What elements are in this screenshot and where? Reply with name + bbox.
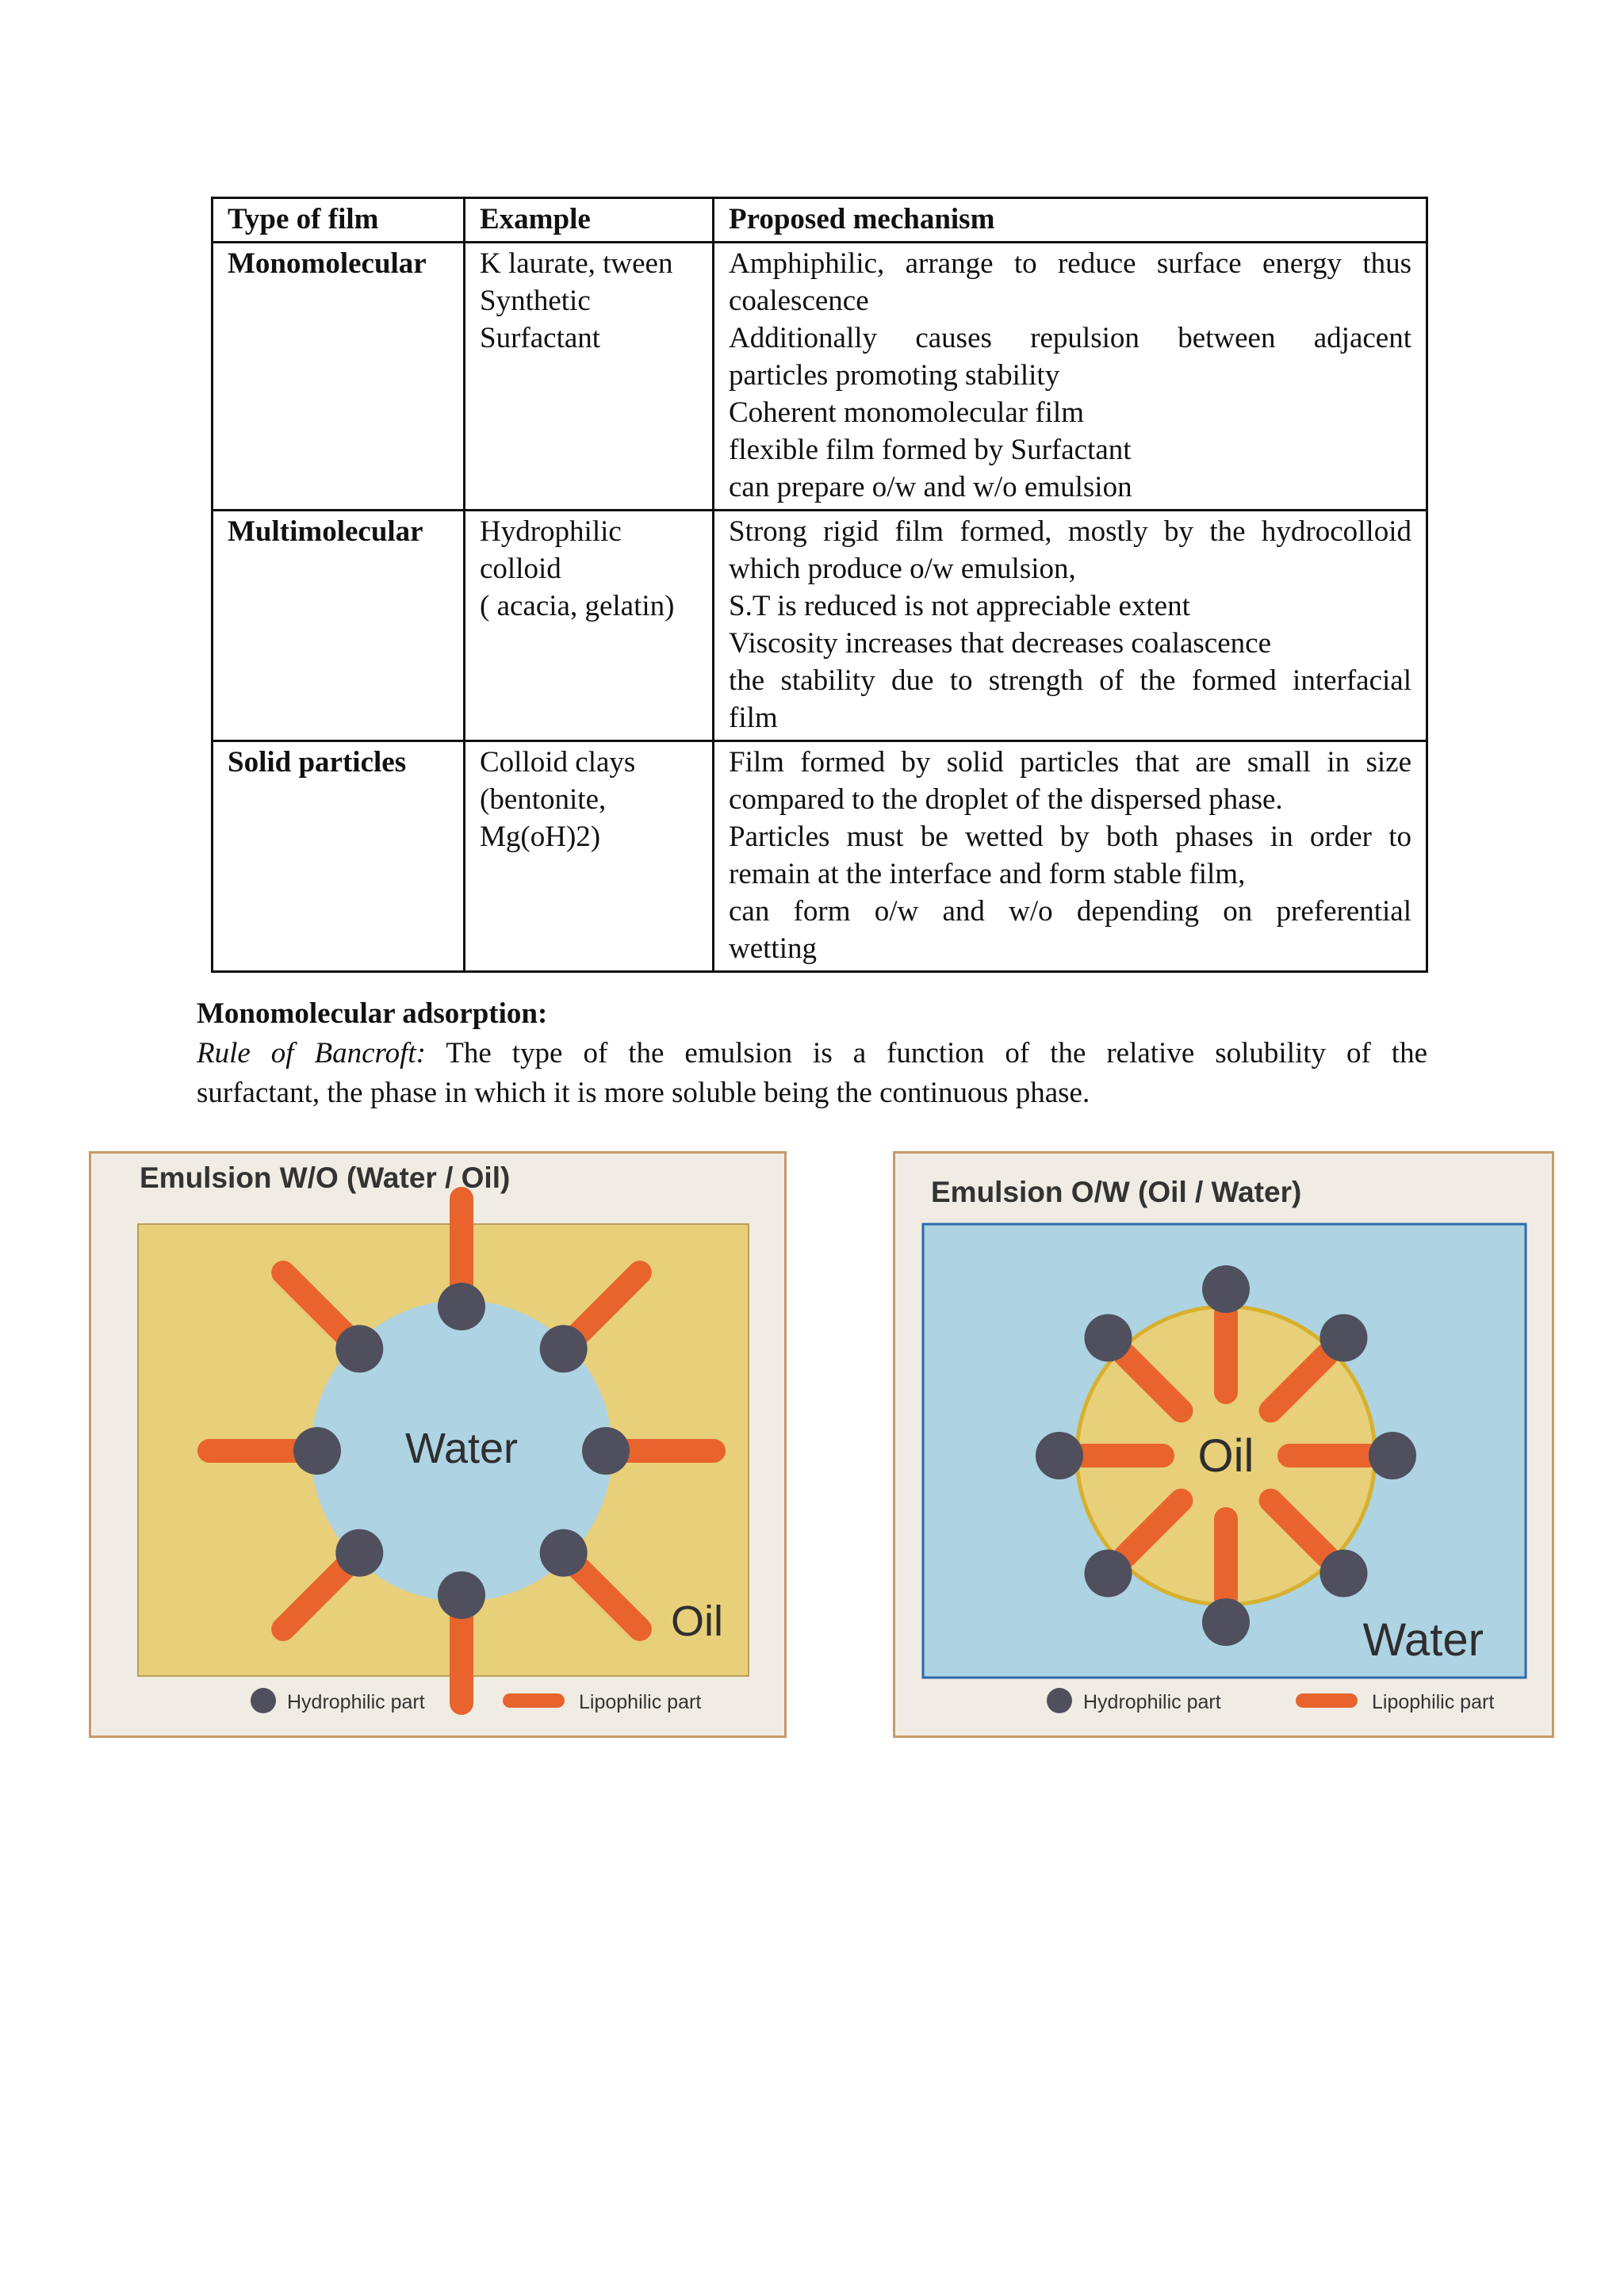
section-heading: Monomolecular adsorption:	[197, 997, 548, 1030]
hydrophilic-head	[438, 1571, 485, 1619]
table-row	[213, 741, 1427, 972]
hydrophilic-head	[582, 1427, 630, 1475]
table-row	[213, 243, 1427, 511]
hydrophilic-legend-icon	[251, 1688, 276, 1713]
hydrophilic-head	[540, 1325, 588, 1372]
mechanism-line: the stability due to strength of the formed interfacial	[729, 664, 1411, 697]
lipophilic-legend-icon	[1296, 1693, 1358, 1708]
mechanism-line: flexible film formed by Surfactant	[729, 434, 1132, 466]
emulsion-ow-figure	[893, 1151, 1554, 1738]
hydrophilic-head	[1320, 1549, 1367, 1597]
example-cell	[465, 243, 714, 511]
example-cell	[465, 511, 714, 741]
mechanism-line: wetting	[729, 932, 817, 965]
mechanism-line: can prepare o/w and w/o emulsion	[729, 471, 1132, 503]
droplet-label: Water	[404, 1425, 519, 1472]
mechanism-line: film	[729, 702, 778, 734]
bancroft-section	[197, 994, 1427, 1113]
mechanism-line: can form o/w and w/o depending on preferential	[729, 895, 1411, 928]
mechanism-line: coalescence	[729, 285, 869, 317]
header-example: Example	[465, 198, 714, 243]
example-line: (bentonite,	[480, 783, 607, 816]
header-type: Type of film	[213, 198, 465, 243]
example-line: Colloid clays	[480, 746, 636, 779]
mechanism-line: which produce o/w emulsion,	[729, 553, 1076, 585]
rule-line: surfactant, the phase in which it is more soluble being the continuous phase.	[197, 1077, 1090, 1109]
mechanism-line: S.T is reduced is not appreciable extent	[729, 590, 1190, 622]
figure-title: Emulsion O/W (Oil / Water)	[931, 1176, 1302, 1208]
hydrophilic-head	[335, 1325, 383, 1372]
hydrophilic-head	[1085, 1314, 1132, 1362]
droplet-label: Oil	[1197, 1430, 1254, 1482]
mechanism-line: Strong rigid film formed, mostly by the hydrocolloid	[729, 515, 1411, 548]
mechanism-cell	[714, 511, 1427, 741]
example-line: Hydrophilic	[480, 515, 622, 548]
hydrophilic-head	[1036, 1432, 1083, 1479]
example-line: Surfactant	[480, 322, 601, 354]
hydrophilic-head	[438, 1283, 485, 1330]
medium-label: Oil	[671, 1598, 723, 1645]
hydrophilic-legend-icon	[1047, 1688, 1072, 1713]
table-header-row	[213, 198, 1427, 243]
example-line: Mg(oH)2)	[480, 821, 601, 853]
example-line: K laurate, tween	[480, 247, 673, 280]
mechanism-line: Particles must be wetted by both phases in order to	[729, 821, 1411, 853]
legend-hydrophilic: Hydrophilic part	[287, 1691, 425, 1713]
emulsion-wo-figure	[89, 1151, 787, 1738]
example-line: colloid	[480, 553, 561, 585]
hydrophilic-head	[293, 1427, 341, 1475]
hydrophilic-head	[540, 1529, 588, 1577]
bancroft-rule-paragraph	[197, 1034, 1427, 1113]
example-line: ( acacia, gelatin)	[480, 590, 675, 622]
legend-hydrophilic: Hydrophilic part	[1083, 1691, 1221, 1713]
mechanism-line: Amphiphilic, arrange to reduce surface energy thus	[729, 247, 1411, 280]
film-type-cell: Multimolecular	[213, 511, 465, 741]
hydrophilic-head	[335, 1529, 383, 1577]
medium-label: Water	[1362, 1614, 1484, 1666]
mechanism-line: Film formed by solid particles that are small in size	[729, 746, 1411, 779]
mechanism-cell	[714, 243, 1427, 511]
header-mechanism: Proposed mechanism	[714, 198, 1427, 243]
mechanism-line: compared to the droplet of the dispersed phase.	[729, 783, 1283, 816]
rule-line	[197, 1034, 1427, 1073]
figure-title: Emulsion W/O (Water / Oil)	[140, 1161, 511, 1194]
mechanism-cell	[714, 741, 1427, 972]
legend-lipophilic: Lipophilic part	[579, 1691, 702, 1713]
table-row	[213, 511, 1427, 741]
hydrophilic-head	[1202, 1265, 1250, 1313]
lipophilic-legend-icon	[503, 1693, 565, 1708]
hydrophilic-head	[1085, 1549, 1132, 1597]
rule-name: Rule of Bancroft:	[197, 1037, 426, 1070]
hydrophilic-head	[1369, 1432, 1416, 1479]
mechanism-line: Coherent monomolecular film	[729, 396, 1084, 429]
film-type-cell: Monomolecular	[213, 243, 465, 511]
mechanism-line: particles promoting stability	[729, 359, 1060, 392]
example-cell	[465, 741, 714, 972]
mechanism-line: Additionally causes repulsion between adjacent	[729, 322, 1411, 354]
legend-lipophilic: Lipophilic part	[1372, 1691, 1495, 1713]
hydrophilic-head	[1202, 1598, 1250, 1646]
rule-text: The type of the emulsion is a function of the relative solubility of the	[446, 1037, 1427, 1070]
example-line: Synthetic	[480, 285, 591, 317]
hydrophilic-head	[1320, 1314, 1367, 1362]
film-types-table	[211, 197, 1428, 973]
mechanism-line: remain at the interface and form stable film,	[729, 858, 1246, 890]
film-type-cell: Solid particles	[213, 741, 465, 972]
mechanism-line: Viscosity increases that decreases coalascence	[729, 627, 1271, 660]
